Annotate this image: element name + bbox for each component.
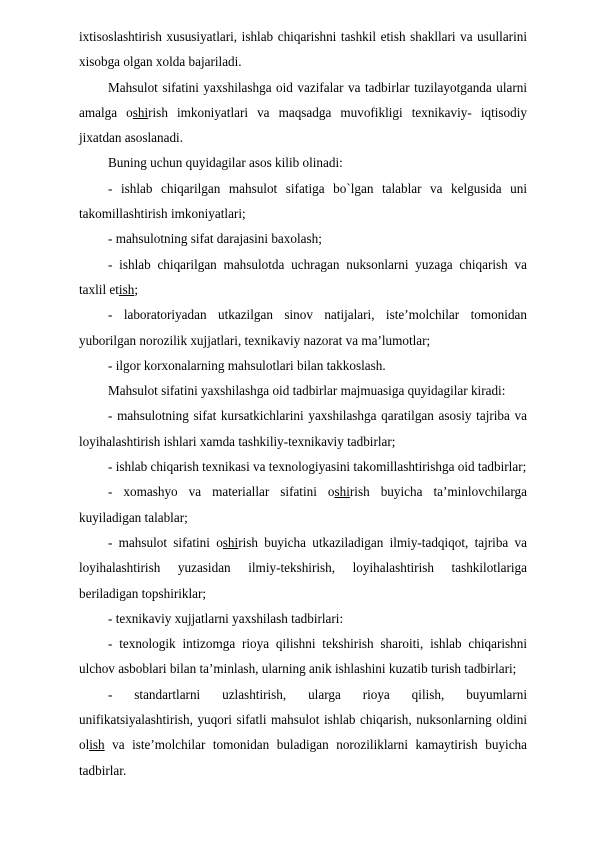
underlined-text: ish [89,737,105,753]
document-page [79,24,527,783]
paragraph: ixtisoslashtirish xususiyatlari, ishlab chiqarishni tashkil etish shakllari va usullarini xisobga olgan xolda bajariladi. [79,29,527,70]
list-item: - texnologik intizomga rioya qilishni tekshirish sharoiti, ishlab chiqarishni ulchov asboblari bilan ta’minlash, ularning anik ishlashini kuzatib turish tadbirlari; [79,636,527,677]
list-item: - standartlarni uzlashtirish, ularga rioya qilish, buyumlarni unifikatsiyalashtirish, yuqori sifatli mahsulot ishlab chiqarish, nuksonlarning oldini olish va iste’molchilar tomonidan buladigan noroziliklarni kamaytirish buyicha tadbirlar. [79,686,527,778]
list-item: - mahsulotning sifat darajasini baxolash; [108,231,322,247]
list-item: - ishlab chiqarilgan mahsulotda uchragan nuksonlarni yuzaga chiqarish va taxlil etish; [79,256,527,297]
underlined-text: shi [132,104,149,120]
list-item: - xomashyo va materiallar sifatini oshirish buyicha ta’minlovchilarga kuyiladigan talablar; [79,484,527,525]
underlined-text: shi [222,534,239,550]
paragraph: Buning uchun quyidagilar asos kilib olinadi: [108,155,343,171]
paragraph: Mahsulot sifatini yaxshilashga oid vazifalar va tadbirlar tuzilayotganda ularni amalga oshirish imkoniyatlari va maqsadga muvofikligi texnikaviy- iqtisodiy jixatdan asoslanadi. [79,79,527,146]
list-item: - ishlab chiqarish texnikasi va texnologiyasini takomillashtirishga oid tadbirlar; [108,459,527,475]
underlined-text: ish [118,281,135,297]
list-item: - mahsulotning sifat kursatkichlarini yaxshilashga qaratilgan asosiy tajriba va loyihalashtirish ishlari xamda tashkiliy-texnikaviy tadbirlar; [79,408,527,449]
list-item: - mahsulot sifatini oshirish buyicha utkaziladigan ilmiy-tadqiqot, tajriba va loyihalashtirish yuzasidan ilmiy-tekshirish, loyihalashtirish tashkilotlariga beriladigan topshiriklar; [79,534,528,601]
list-item: - laboratoriyadan utkazilgan sinov natijalari, iste’molchilar tomonidan yuborilgan norozilik xujjatlari, texnikaviy nazorat va ma’lumotlar; [79,307,527,348]
underlined-text: shi [334,484,350,500]
paragraph: Mahsulot sifatini yaxshilashga oid tadbirlar majmuasiga quyidagilar kiradi: [108,383,506,399]
list-item: - texnikaviy xujjatlarni yaxshilash tadbirlari: [108,610,344,626]
list-item: - ishlab chiqarilgan mahsulot sifatiga bo`lgan talablar va kelgusida uni takomillashtirish imkoniyatlari; [79,180,527,222]
list-item: - ilgor korxonalarning mahsulotlari bilan takkoslash. [108,357,386,373]
